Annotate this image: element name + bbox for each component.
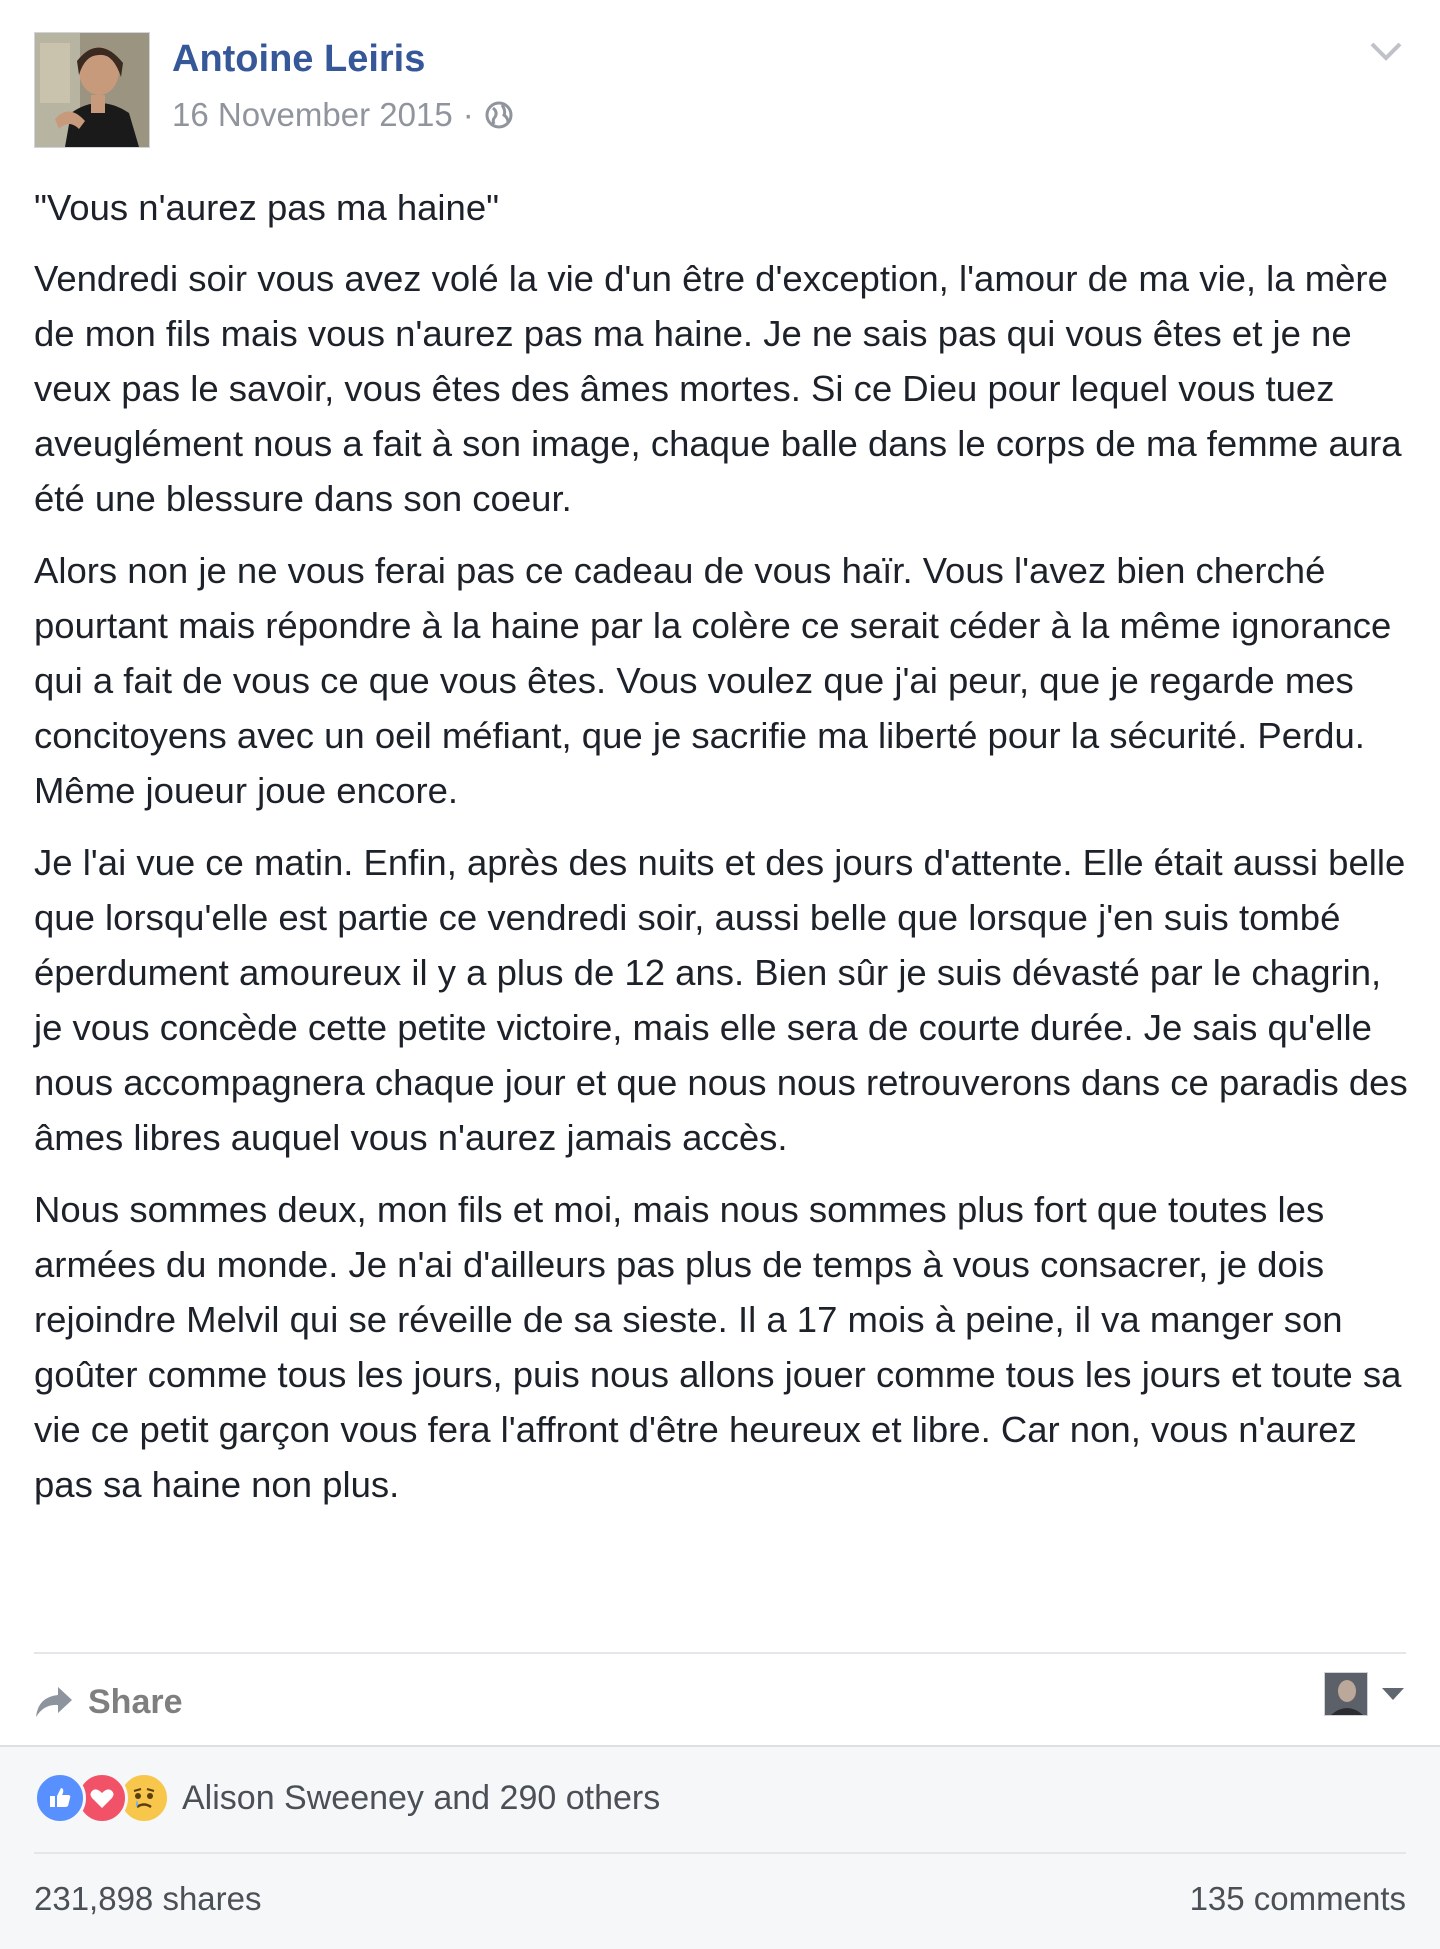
divider [34, 1852, 1406, 1854]
shares-count[interactable]: 231,898 shares [34, 1880, 262, 1917]
like-icon [34, 1772, 86, 1824]
post-paragraph: "Vous n'aurez pas ma haine" [34, 187, 500, 228]
viewer-avatar [1324, 1672, 1368, 1716]
share-button[interactable] [34, 1672, 183, 1732]
chevron-down-icon[interactable] [1368, 38, 1404, 66]
post-paragraph: Vendredi soir vous avez volé la vie d'un être d'exception, l'amour de ma vie, la mère de mon fils mais vous n'aurez pas ma haine. Je ne sais pas qui vous êtes et je ne veux pas le savoir, vous êtes des âmes mortes. Si ce Dieu pour lequel vous tuez aveuglément nous a fait à son image, chaque balle dans le corps de ma femme aura été une blessure dans son coeur. [34, 258, 1402, 519]
post-date[interactable]: 16 November 2015 [172, 96, 453, 133]
viewer-selector[interactable] [1324, 1672, 1406, 1716]
post-meta [172, 96, 514, 134]
post-paragraph: Je l'ai vue ce matin. Enfin, après des nuits et des jours d'attente. Elle était aussi belle que lorsqu'elle est partie ce vendredi soir, aussi belle que lorsque j'en suis tombé éperdument amoureux il y a plus de 12 ans. Bien sûr je suis dévasté par le chagrin, je vous concède cette petite victoire, mais elle sera de courte durée. Je sais qu'elle nous accompagnera chaque jour et que nous nous retrouverons dans ce paradis des âmes libres auquel vous n'aurez jamais accès. [34, 842, 1408, 1158]
globe-icon[interactable] [484, 100, 514, 130]
post-paragraph: Nous sommes deux, mon fils et moi, mais nous sommes plus fort que toutes les armées du monde. Je n'ai d'ailleurs pas plus de temps à vous consacrer, je dois rejoindre Melvil qui se réveille de sa sieste. Il a 17 mois à peine, il va manger son goûter comme tous les jours, puis nous allons jouer comme tous les jours et toute sa vie ce petit garçon vous fera l'affront d'être heureux et libre. Car non, vous n'aurez pas sa haine non plus. [34, 1189, 1402, 1505]
reaction-names[interactable]: Alison Sweeney and 290 others [182, 1778, 661, 1817]
comments-count[interactable]: 135 comments [1189, 1880, 1406, 1917]
author-name[interactable]: Antoine Leiris [172, 38, 426, 80]
share-label: Share [88, 1682, 183, 1721]
meta-separator: · [462, 96, 474, 133]
reaction-summary[interactable] [34, 1770, 660, 1826]
author-avatar[interactable] [34, 32, 150, 148]
divider [34, 1652, 1406, 1654]
post-paragraph: Alors non je ne vous ferai pas ce cadeau de vous haïr. Vous l'avez bien cherché pourtant mais répondre à la haine par la colère ce serait céder à la même ignorance qui a fait de vous ce que vous êtes. Vous voulez que j'ai peur, que je regarde mes concitoyens avec un oeil méfiant, que je sacrifie ma liberté pour la sécurité. Perdu. Même joueur joue encore. [34, 550, 1392, 811]
caret-down-icon [1380, 1686, 1406, 1702]
post-body [34, 180, 1414, 1529]
share-arrow-icon [34, 1685, 74, 1719]
